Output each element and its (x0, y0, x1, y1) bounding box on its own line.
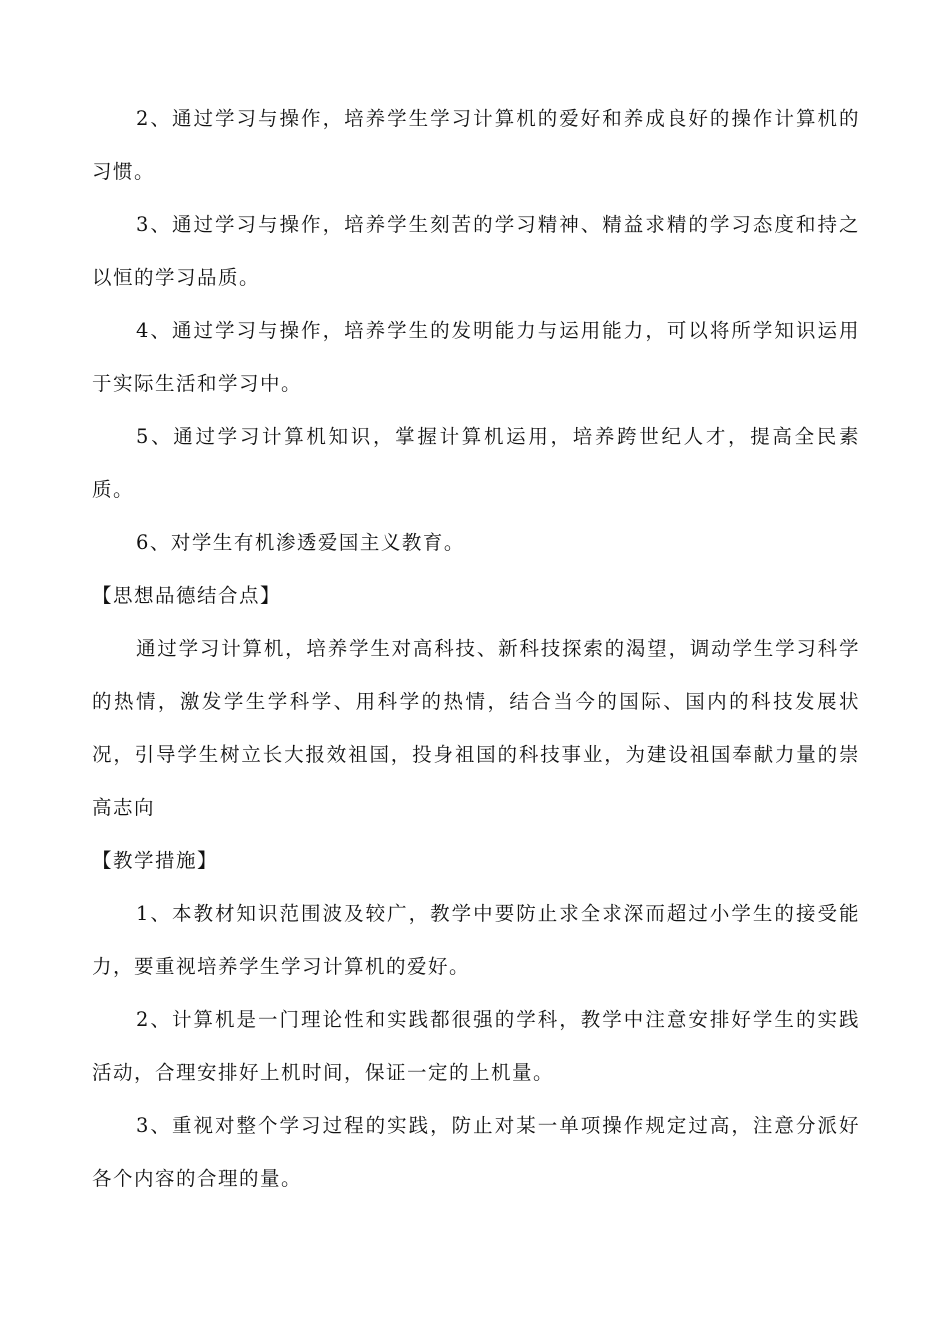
goal-paragraph-2: 2、通过学习与操作，培养学生学习计算机的爱好和养成良好的操作计算机的习惯。 (92, 107, 860, 183)
goal-paragraph-3: 3、通过学习与操作，培养学生刻苦的学习精神、精益求精的学习态度和持之以恒的学习品质。 (92, 213, 860, 289)
measure-paragraph-3: 3、重视对整个学习过程的实践，防止对某一单项操作规定过高，注意分派好各个内容的合理的量。 (92, 1114, 860, 1190)
goal-paragraph-6: 6、对学生有机渗透爱国主义教育。 (136, 531, 465, 554)
document-page (92, 92, 860, 1205)
moral-section-paragraph: 通过学习计算机，培养学生对高科技、新科技探索的渴望，调动学生学习科学的热情，激发学生学科学、用科学的热情，结合当今的国际、国内的科技发展状况，引导学生树立长大报效祖国，投身祖国的科技事业，为建设祖国奉献力量的崇高志向 (92, 637, 860, 819)
moral-section-heading: 【思想品德结合点】 (92, 584, 282, 607)
measure-paragraph-2: 2、计算机是一门理论性和实践都很强的学科，教学中注意安排好学生的实践活动，合理安排好上机时间，保证一定的上机量。 (92, 1008, 860, 1084)
measures-section-heading: 【教学措施】 (92, 849, 219, 872)
goal-paragraph-4: 4、通过学习与操作，培养学生的发明能力与运用能力，可以将所学知识运用于实际生活和学习中。 (92, 319, 860, 395)
measure-paragraph-1: 1、本教材知识范围波及较广，教学中要防止求全求深而超过小学生的接受能力，要重视培养学生学习计算机的爱好。 (92, 902, 860, 978)
goal-paragraph-5: 5、通过学习计算机知识，掌握计算机运用，培养跨世纪人才，提高全民素质。 (92, 425, 860, 501)
